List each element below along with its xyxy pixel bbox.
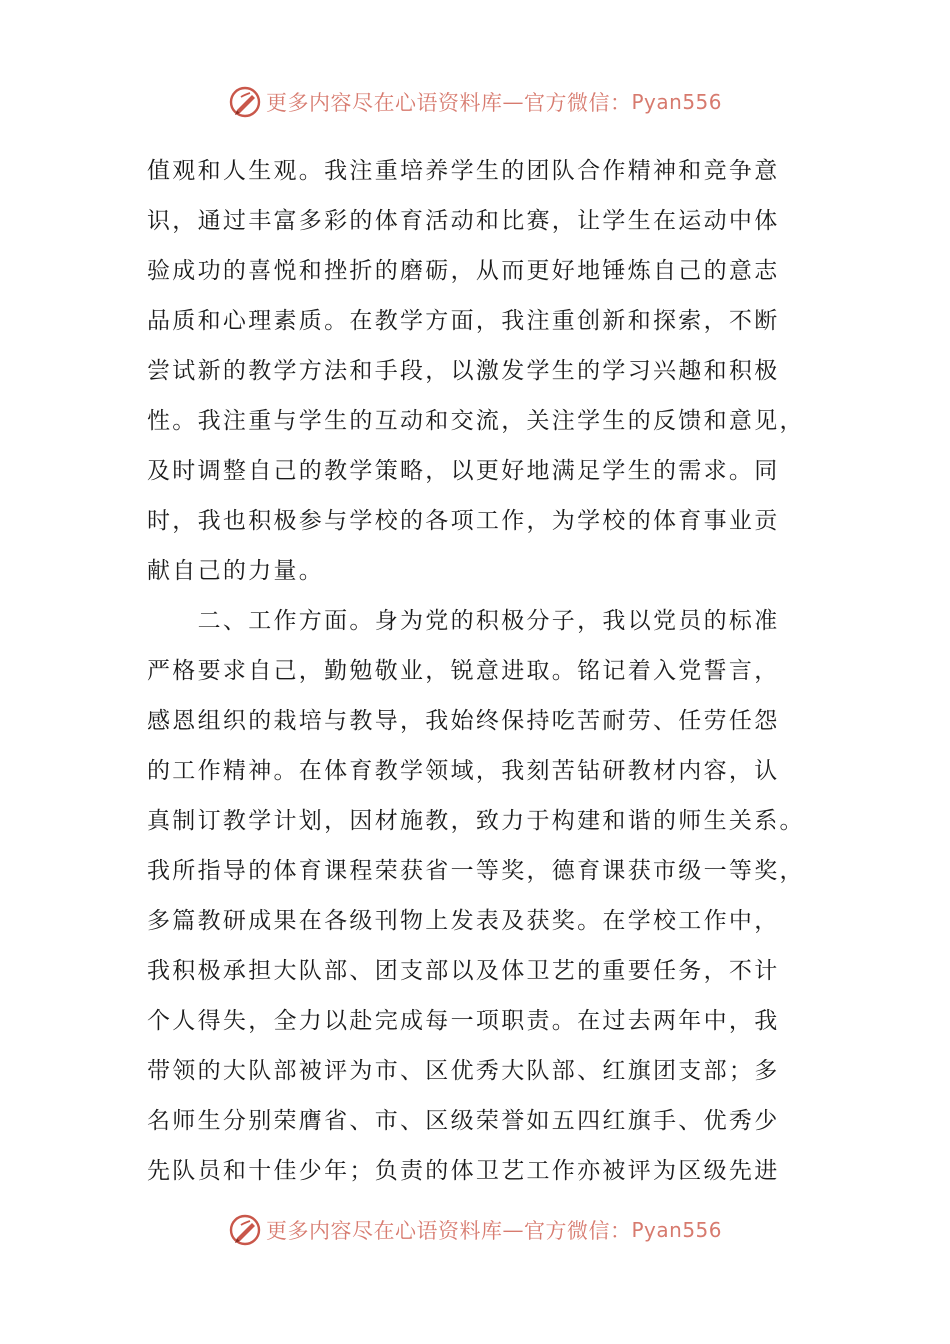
text-line: 多篇教研成果在各级刊物上发表及获奖。在学校工作中，	[147, 908, 780, 934]
footer-banner	[0, 1210, 950, 1250]
text-line: 名师生分别荣膺省、市、区级荣誉如五四红旗手、优秀少	[147, 1108, 780, 1134]
text-line: 时，我也积极参与学校的各项工作，为学校的体育事业贡	[147, 508, 780, 534]
text-line: 性。我注重与学生的互动和交流，关注学生的反馈和意见，	[147, 408, 805, 434]
text-line: 验成功的喜悦和挫折的磨砺，从而更好地锤炼自己的意志	[147, 258, 780, 284]
banner-dash: —	[502, 1218, 524, 1242]
banner-main-text: 更多内容尽在心语资料库	[265, 91, 503, 115]
document-body	[147, 146, 807, 1196]
text-line: 严格要求自己，勤勉敬业，锐意进取。铭记着入党誓言，	[147, 658, 780, 684]
pen-logo-icon	[228, 1213, 262, 1247]
banner-main-text: 更多内容尽在心语资料库	[265, 1219, 503, 1243]
banner-wechat-id: Pyan556	[631, 1218, 722, 1242]
text-line: 献自己的力量。	[147, 558, 325, 584]
text-line: 我所指导的体育课程荣获省一等奖，德育课获市级一等奖，	[147, 858, 805, 884]
text-line: 先队员和十佳少年；负责的体卫艺工作亦被评为区级先进	[147, 1158, 780, 1184]
pen-logo-icon	[228, 85, 262, 119]
text-line: 的工作精神。在体育教学领域，我刻苦钻研教材内容，认	[147, 758, 780, 784]
text-line: 带领的大队部被评为市、区优秀大队部、红旗团支部；多	[147, 1058, 780, 1084]
text-line: 真制订教学计划，因材施教，致力于构建和谐的师生关系。	[147, 808, 805, 834]
text-line: 值观和人生观。我注重培养学生的团队合作精神和竞争意	[147, 158, 780, 184]
text-line: 品质和心理素质。在教学方面，我注重创新和探索，不断	[147, 308, 780, 334]
banner-dash: —	[502, 90, 524, 114]
text-line: 个人得失，全力以赴完成每一项职责。在过去两年中，我	[147, 1008, 780, 1034]
text-line: 尝试新的教学方法和手段，以激发学生的学习兴趣和积极	[147, 358, 780, 384]
banner-wechat-label: 官方微信：	[523, 91, 632, 115]
text-line: 二、工作方面。身为党的积极分子，我以党员的标准	[147, 608, 780, 634]
banner-wechat-label: 官方微信：	[523, 1219, 632, 1243]
banner-wechat-id: Pyan556	[631, 90, 722, 114]
text-line: 及时调整自己的教学策略，以更好地满足学生的需求。同	[147, 458, 780, 484]
text-line: 我积极承担大队部、团支部以及体卫艺的重要任务，不计	[147, 958, 780, 984]
text-line: 感恩组织的栽培与教导，我始终保持吃苦耐劳、任劳任怨	[147, 708, 780, 734]
header-banner	[0, 82, 950, 122]
text-line: 识，通过丰富多彩的体育活动和比赛，让学生在运动中体	[147, 208, 780, 234]
